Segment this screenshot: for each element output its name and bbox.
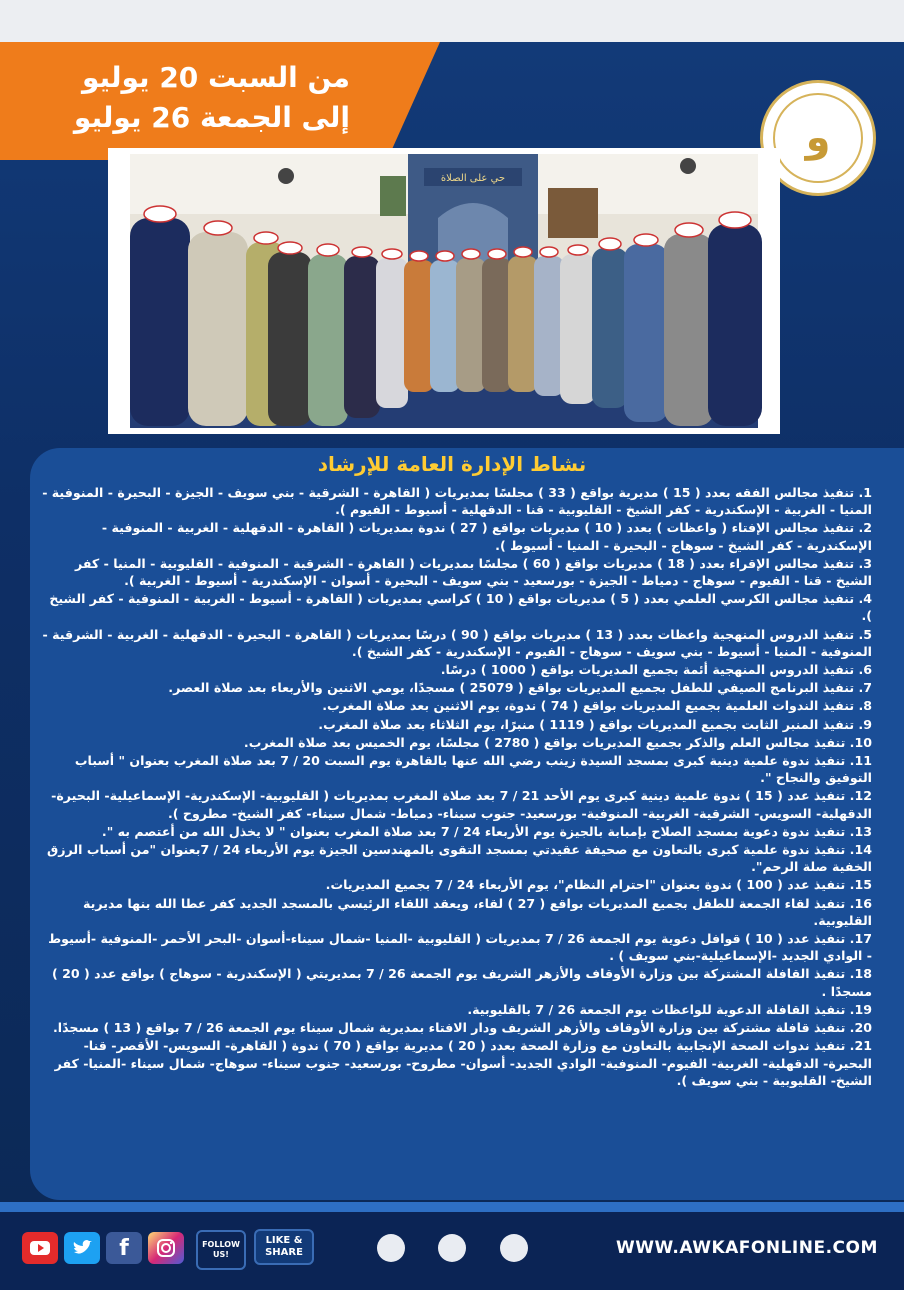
follow-us-badge[interactable]: FOLLOW US!	[196, 1230, 246, 1270]
facebook-icon[interactable]: f	[106, 1232, 142, 1264]
logo-emblem-icon: و	[773, 93, 863, 183]
top-strip	[0, 0, 904, 42]
group-photo	[108, 148, 780, 434]
list-item: 4. تنفيذ مجالس الكرسي العلمي بعدد ( 5 ) مديريات بواقع ( 10 ) كراسي بمديريات ( القاهرة - أسيوط - الغربية - المنوفية - كفر الشيخ ).	[49, 591, 872, 624]
list-item: 18. تنفيذ القافلة المشتركة بين وزارة الأوقاف والأزهر الشريف يوم الجمعة 26 / 7 بمديريتي ( الإسكندرية - سوهاج ) بواقع عدد ( 20 ) مسجدًا .	[51, 966, 872, 999]
calligraphy-text: حي على الصلاة	[440, 173, 506, 184]
list-item: 11. تنفيذ ندوة علمية دينية كبرى بمسجد السيدة زينب رضي الله عنها بالقاهرة يوم السبت 20 / 7 بعد صلاة المغرب بعنوان " أسباب التوفيق والنجاح ".	[74, 753, 872, 786]
list-item: 6. تنفيذ الدروس المنهجية أئمة بجميع المديريات بواقع ( 1000 ) درسًا.	[440, 662, 872, 678]
pager-dot[interactable]	[438, 1234, 466, 1262]
list-item: 12. تنفيذ عدد ( 15 ) ندوة علمية دينية كبرى يوم الأحد 21 / 7 بعد صلاة المغرب بمديريات ( القليوبية- الإسكندرية- الإسماعيلية- البحيرة- الدقهلية- السويس- الشرقية- الغربية- المنوفية- بورسعيد- جنوب سيناء- دمياط- شمال سيناء- كفر الشيخ- مطروح ).	[51, 788, 872, 821]
list-item: 10. تنفيذ مجالس العلم والذكر بجميع المديريات بواقع ( 2780 ) مجلسًا، يوم الخميس بعد صلاة المغرب.	[243, 734, 872, 750]
list-item: 16. تنفيذ لقاء الجمعة للطفل بجميع المديريات بواقع ( 27 ) لقاء، ويعقد اللقاء الرئيسي بالمسجد الجديد كفر عطا الله بنها مديرية القليوبية.	[83, 895, 872, 928]
date-line-start: من السبت 20 يوليو	[82, 61, 350, 94]
date-range	[20, 58, 350, 138]
like-share-label: LIKE & SHARE	[254, 1229, 314, 1265]
list-item: 20. تنفيذ قافلة مشتركة بين وزارة الأوقاف والأزهر الشريف ودار الافتاء بمديرية شمال سيناء يوم الجمعة 26 / 7 بواقع ( 13 ) مسجدًا.	[53, 1020, 872, 1036]
panel-title: نشاط الإدارة العامة للإرشاد	[317, 452, 587, 476]
pager-dot[interactable]	[500, 1234, 528, 1262]
twitter-icon[interactable]	[64, 1232, 100, 1264]
youtube-icon[interactable]	[22, 1232, 58, 1264]
list-item: 1. تنفيذ مجالس الفقه بعدد ( 15 ) مديرية بواقع ( 33 ) مجلسًا بمديريات ( القاهرة - الشرقية - بني سويف - الجيزة - البحيرة - المنوفية - المنيا - الغربية - الإسكندرية - كفر الشيخ - القليوبية - قنا - الدقهلية - أسيوط - الفيوم ).	[42, 485, 872, 518]
website-link[interactable]: WWW.AWKAFONLINE.COM	[616, 1238, 878, 1258]
list-item: 7. تنفيذ البرنامج الصيفي للطفل بجميع المديريات بواقع ( 25079 ) مسجدًا، يومي الاثنين والأربعاء بعد صلاة العصر.	[168, 680, 872, 696]
list-item: 9. تنفيذ المنبر الثابت بجميع المديريات بواقع ( 1119 ) منبرًا، يوم الثلاثاء بعد صلاة المغرب.	[318, 716, 872, 732]
like-share-badge[interactable]	[254, 1222, 314, 1272]
list-item: 14. تنفيذ ندوة علمية كبرى بالتعاون مع صحيفة عقيدتي بمسجد التقوى بالمهندسين الجيزة يوم الأربعاء 24 / 7بعنوان "من أسباب الرزق الخفية صلة الرحم".	[47, 842, 872, 875]
activity-list	[42, 484, 872, 1090]
list-item: 19. تنفيذ القافلة الدعوية للواعظات يوم الجمعة 26 / 7 بالقليوبية.	[467, 1001, 872, 1017]
list-item: 15. تنفيذ عدد ( 100 ) ندوة بعنوان "احترام النظام"، يوم الأربعاء 24 / 7 بجميع المديريات.	[325, 877, 872, 893]
list-item: 8. تنفيذ الندوات العلمية بجميع المديريات بواقع ( 74 ) ندوة، يوم الاثنين بعد صلاة المغرب.	[322, 698, 872, 714]
list-item: 21. تنفيذ ندوات الصحة الإنجابية بالتعاون مع وزارة الصحة بعدد ( 20 ) مديرية بواقع ( 70 ) ندوة ( القاهرة- السويس- الأقصر- قنا- البحيرة- الدقهلية- الغربية- الفيوم- المنوفية- الوادي الجديد- أسوان- مطروح- بورسعيد- جنوب سيناء- سوهاج- شمال سيناء -المنيا- كفر الشيخ- القليوبية - بني سويف ).	[54, 1038, 872, 1088]
list-item: 2. تنفيذ مجالس الإفتاء ( واعظات ) بعدد ( 10 ) مديريات بواقع ( 27 ) ندوة بمديريات ( القاهرة - الدقهلية - الغربية - المنوفية - الإسكندرية - كفر الشيخ - سوهاج - البحيرة - المنيا - أسيوط ).	[101, 520, 872, 553]
list-item: 3. تنفيذ مجالس الإقراء بعدد ( 18 ) مديريات بواقع ( 60 ) مجلسًا بمديريات ( القاهرة - الشرقية - المنوفية - القليوبية - المنيا - كفر الشيخ - قنا - الفيوم - سوهاج - دمياط - الجيزة - بورسعيد - بني سويف - البحيرة - أسوان - الإسكندرية - أسيوط - الغربية ).	[75, 555, 872, 589]
list-item: 13. تنفيذ ندوة دعوية بمسجد الصلاح بإمبابة بالجيزة يوم الأربعاء 24 / 7 بعد صلاة المغرب بعنوان " لا يخذل الله من أعتصم به ".	[101, 823, 872, 839]
pager-dot[interactable]	[377, 1234, 405, 1262]
instagram-icon[interactable]	[148, 1232, 184, 1264]
date-line-end: إلى الجمعة 26 يوليو	[73, 101, 350, 134]
photo-illustration	[108, 148, 780, 434]
list-item: 17. تنفيذ عدد ( 10 ) قوافل دعوية يوم الجمعة 26 / 7 بمديريات ( القليوبية -المنيا -شمال سيناء-أسوان -البحر الأحمر -المنوفية -أسيوط - الوادي الجديد -الإسماعيلية-بني سويف ) .	[48, 931, 872, 964]
list-item: 5. تنفيذ الدروس المنهجية واعظات بعدد ( 13 ) مديريات بواقع ( 90 ) درسًا بمديريات ( القاهرة - البحيرة - الدقهلية - الغربية - الشرقية - المنوفية - المنيا - أسيوط - بني سويف - سوهاج - الفيوم - الإسكندرية - كفر الشيخ ).	[42, 626, 872, 659]
